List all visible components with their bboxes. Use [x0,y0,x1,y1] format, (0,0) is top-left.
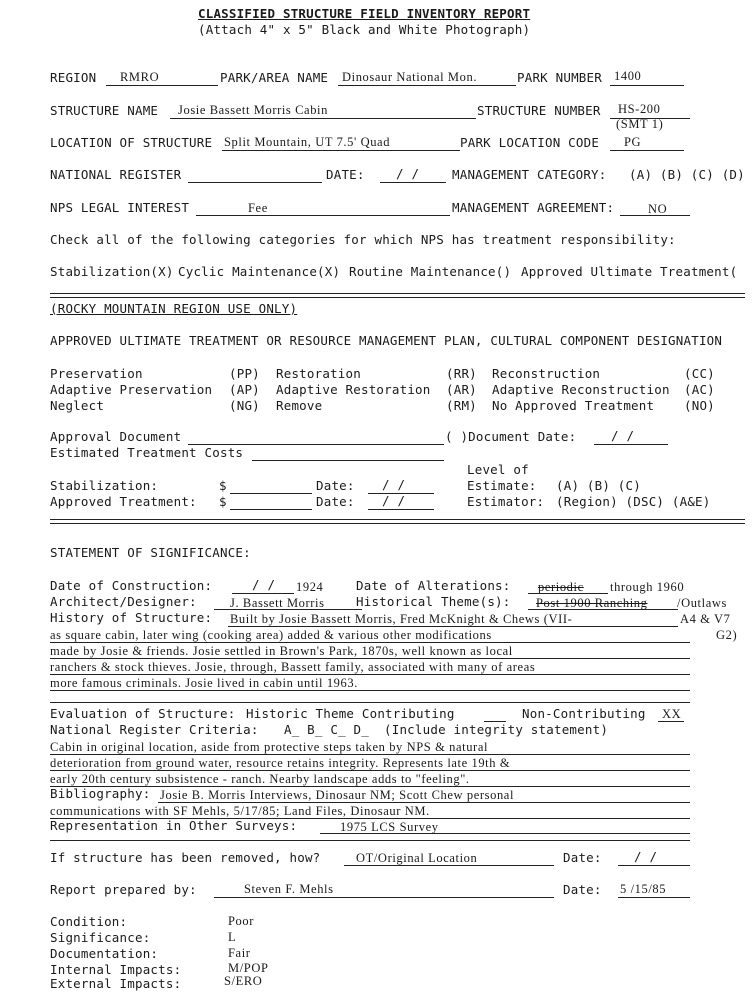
representation-label: Representation in Other Surveys: [50,818,298,833]
historical-theme-value: /Outlaws [677,596,727,610]
treatment-code: (AP) [229,382,260,397]
documentation-value: Fair [228,946,251,960]
park-location-code-label: PARK LOCATION CODE [460,135,600,150]
nr-date-label: DATE: [326,167,365,182]
historical-theme-struck: Post 1900 Ranching [536,596,648,610]
structure-number-value: HS-200 [618,102,661,116]
approved-treatment-date-value: / / [382,493,406,508]
treatment-code: (CC) [684,366,715,381]
prepared-date-label: Date: [563,882,602,897]
treatment-code: (AR) [446,382,477,397]
history-line: Built by Josie Bassett Morris, Fred McKnight & Chews (VII- [230,612,573,626]
external-impacts-value: S/ERO [224,974,263,988]
significance-rating-label: Significance: [50,930,151,945]
significance-heading: STATEMENT OF SIGNIFICANCE: [50,545,251,560]
prepared-by-label: Report prepared by: [50,882,197,897]
treatment-option: Neglect [50,398,105,413]
stabilization-date-value: / / [382,477,406,492]
stabilization-checkbox[interactable]: Stabilization(X) [50,264,174,279]
location-value: Split Mountain, UT 7.5' Quad [224,135,391,149]
treatment-option: Reconstruction [492,366,601,381]
bibliography-label: Bibliography: [50,786,151,801]
estimator-label: Estimator: [467,494,545,509]
history-margin-note: G2) [716,628,738,642]
approved-treatment-date-label: Date: [316,494,355,509]
region-value: RMRO [120,70,160,84]
non-contributing-label: Non-Contributing [522,706,646,721]
nps-legal-interest-value: Fee [248,201,268,215]
park-area-label: PARK/AREA NAME [220,70,329,85]
estimate-options: (A) (B) (C) [556,478,641,493]
structure-name-value: Josie Bassett Morris Cabin [178,103,328,117]
history-label: History of Structure: [50,610,213,625]
structure-number-label: STRUCTURE NUMBER [477,103,601,118]
internal-impacts-value: M/POP [228,961,269,975]
architect-value: J. Bassett Morris [230,596,325,610]
bibliography-line: communications with SF Mehls, 5/17/85; Land Files, Dinosaur NM. [50,804,430,818]
approved-treatment-dollar: $ [219,494,227,509]
treatment-instruction: Check all of the following categories for which NPS has treatment responsibility: [50,232,676,247]
integrity-line: deterioration from ground water, resource retains integrity. Represents late 19th & [50,756,511,770]
treatment-code: (AC) [684,382,715,397]
historic-theme-contributing: Historic Theme Contributing [246,706,455,721]
integrity-line: early 20th century subsistence - ranch. Nearby landscape adds to "feeling". [50,772,470,786]
prepared-by-value: Steven F. Mehls [244,882,334,896]
management-category-label: MANAGEMENT CATEGORY: [452,167,607,182]
report-subtitle: (Attach 4" x 5" Black and White Photograph) [198,22,531,37]
management-category-options: (A) (B) (C) (D) [629,167,745,182]
park-location-code-value: PG [624,135,642,149]
history-line: more famous criminals. Josie lived in cabin until 1963. [50,676,358,690]
rmr-heading: (ROCKY MOUNTAIN REGION USE ONLY) [50,301,298,316]
date-alterations-struck: periodic [538,580,584,594]
treatment-code: (RR) [446,366,477,381]
date-construction-slashes: / / [252,577,276,592]
approval-document-label: Approval Document [50,429,182,444]
stabilization-date-label: Date: [316,478,355,493]
nr-criteria-value: A_ B_ C_ D_ [284,722,369,737]
historical-theme-label: Historical Theme(s): [356,594,511,609]
stabilization-dollar: $ [219,478,227,493]
management-agreement-value: NO [648,202,668,216]
estimated-costs-label: Estimated Treatment Costs [50,445,244,460]
national-register-label: NATIONAL REGISTER [50,167,182,182]
treatment-option: Adaptive Reconstruction [492,382,670,397]
history-line: made by Josie & friends. Josie settled in Brown's Park, 1870s, well known as local [50,644,513,658]
treatment-option: No Approved Treatment [492,398,655,413]
condition-value: Poor [228,914,255,928]
document-date-label: ( )Document Date: [445,429,577,444]
rmr-plan-heading: APPROVED ULTIMATE TREATMENT OR RESOURCE MANAGEMENT PLAN, CULTURAL COMPONENT DESIGNATION [50,333,723,348]
date-alterations-value: through 1960 [610,580,685,594]
cyclic-maintenance-checkbox[interactable]: Cyclic Maintenance(X) [178,264,341,279]
estimator-options: (Region) (DSC) (A&E) [556,494,711,509]
date-alterations-label: Date of Alterations: [356,578,511,593]
history-margin-note: A4 & V7 [680,612,731,626]
stabilization-cost-label: Stabilization: [50,478,159,493]
treatment-option: Adaptive Preservation [50,382,213,397]
region-label: REGION [50,70,97,85]
evaluation-label: Evaluation of Structure: [50,706,236,721]
non-contributing-value: XX [662,707,682,721]
treatment-code: (NO) [684,398,715,413]
history-line: ranchers & stock thieves. Josie, through, Bassett family, associated with many of areas [50,660,536,674]
nr-criteria-label: National Register Criteria: [50,722,259,737]
location-label: LOCATION OF STRUCTURE [50,135,213,150]
divider [50,519,745,524]
park-number-label: PARK NUMBER [517,70,602,85]
treatment-option: Remove [276,398,323,413]
report-title: CLASSIFIED STRUCTURE FIELD INVENTORY REPORT [198,6,531,21]
significance-rating-value: L [228,930,237,944]
management-agreement-label: MANAGEMENT AGREEMENT: [452,200,615,215]
representation-value: 1975 LCS Survey [340,820,439,834]
removed-date-label: Date: [563,850,602,865]
park-area-value: Dinosaur National Mon. [342,70,478,84]
nps-legal-interest-label: NPS LEGAL INTEREST [50,200,190,215]
removed-value: OT/Original Location [356,851,478,865]
approved-ultimate-treatment-checkbox[interactable]: Approved Ultimate Treatment( [521,264,738,279]
prepared-date-value: 5 /15/85 [620,882,667,896]
park-number-value: 1400 [614,69,642,83]
treatment-option: Adaptive Restoration [276,382,431,397]
document-date-value: / / [611,428,635,443]
history-line: as square cabin, later wing (cooking area) added & various other modifications [50,628,492,642]
structure-number-sub: (SMT 1) [616,117,664,131]
date-construction-label: Date of Construction: [50,578,213,593]
date-construction-year: 1924 [296,580,324,594]
documentation-label: Documentation: [50,946,159,961]
integrity-label: (Include integrity statement) [384,722,609,737]
level-of-label: Level of [467,462,529,477]
bibliography-line: Josie B. Morris Interviews, Dinosaur NM; Scott Chew personal [160,788,515,802]
removed-date-value: / / [634,849,658,864]
external-impacts-label: External Impacts: [50,976,182,991]
divider [50,293,745,298]
treatment-code: (PP) [229,366,260,381]
estimate-label: Estimate: [467,478,537,493]
architect-label: Architect/Designer: [50,594,197,609]
routine-maintenance-checkbox[interactable]: Routine Maintenance() [349,264,512,279]
removed-label: If structure has been removed, how? [50,850,321,865]
treatment-option: Restoration [276,366,361,381]
integrity-line: Cabin in original location, aside from protective steps taken by NPS & natural [50,740,489,754]
treatment-code: (RM) [446,398,477,413]
structure-name-label: STRUCTURE NAME [50,103,159,118]
approved-treatment-cost-label: Approved Treatment: [50,494,197,509]
condition-label: Condition: [50,914,128,929]
internal-impacts-label: Internal Impacts: [50,962,182,977]
treatment-option: Preservation [50,366,143,381]
treatment-code: (NG) [229,398,260,413]
nr-date-value: / / [396,166,420,181]
